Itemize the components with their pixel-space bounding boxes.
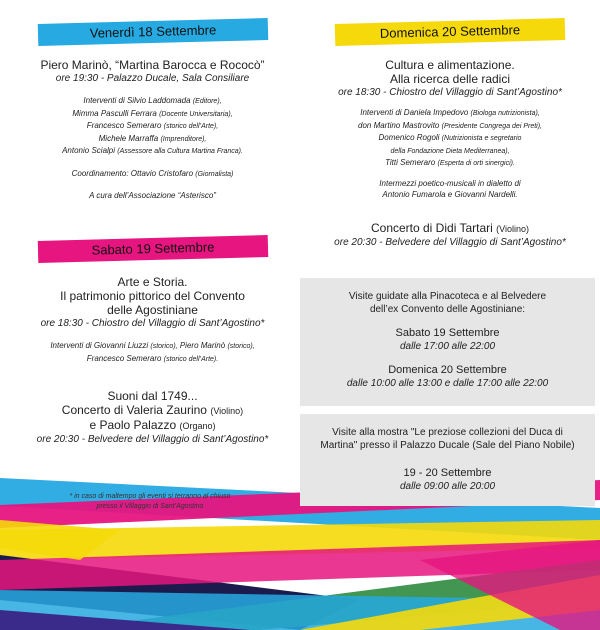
saturday-event2-line3: e Paolo Palazzo (Organo) <box>89 418 216 432</box>
visits-line2: dell’ex Convento delle Agostiniane: <box>369 304 526 315</box>
visits-day2: Domenica 20 Settembre <box>388 364 507 376</box>
sunday-interlude-1: Intermezzi poetico-musicali in dialetto di <box>379 178 521 188</box>
exhibit-dates: 19 - 20 Settembre <box>403 467 492 479</box>
saturday-program <box>10 275 295 446</box>
sunday-event1-line2: Alla ricerca delle radici <box>389 72 511 86</box>
sunday-event1-time: ore 18:30 - Chiostro del Villaggio di Sant’Agostino* <box>338 87 562 98</box>
sunday-event2-time: ore 20:30 - Belvedere del Villaggio di Sant’Agostino* <box>334 236 566 248</box>
saturday-event2-line2: Concerto di Valeria Zaurino (Violino) <box>61 403 244 417</box>
visits-day1: Sabato 19 Settembre <box>395 327 500 339</box>
friday-program <box>10 58 295 202</box>
saturday-event1-time: ore 18:30 - Chiostro del Villaggio di Sant’Agostino* <box>40 318 265 329</box>
saturday-event1-speakers-2: Francesco Semeraro (storico dell’Arte). <box>86 353 219 363</box>
visits-day2-time: dalle 10:00 alle 13:00 e dalle 17:00 alle 22:00 <box>346 378 549 389</box>
saturday-event2-time: ore 20:30 - Belvedere del Villaggio di Sant’Agostino* <box>36 434 269 445</box>
friday-time: ore 19:30 - Palazzo Ducale, Sala Consiliare <box>55 73 250 84</box>
weather-note: * in caso di maltempo gli eventi si terranno al chiuso presso il Villaggio di Sant’Agostino <box>69 493 231 510</box>
guided-visits-box <box>300 278 595 406</box>
friday-coordination: Coordinamento: Ottavio Cristofaro (Giornalista) <box>71 168 234 178</box>
sunday-speakers-4: Titti Semeraro (Esperta di orti sinergici). <box>385 158 515 167</box>
saturday-event2-line1: Suoni dal 1749... <box>107 389 198 403</box>
exhibit-line2: Martina" presso il Palazzo Ducale (Sale del Piano Nobile) <box>320 440 575 451</box>
friday-organizer: A cura dell’Associazione “Asterisco” <box>89 191 216 200</box>
saturday-event1-line1: Arte e Storia. <box>117 275 188 289</box>
friday-speakers-4: Michele Marraffa (Imprenditore), <box>98 133 207 143</box>
sunday-speakers-2: don Martino Mastrovito (Presidente Congrega dei Preti), <box>358 120 542 130</box>
friday-header: Venerdì 18 Settembre <box>38 18 268 46</box>
exhibition-box <box>300 414 595 506</box>
sunday-event1-line1: Cultura e alimentazione. <box>385 58 515 72</box>
exhibit-time: dalle 09:00 alle 20:00 <box>399 481 496 492</box>
sunday-speakers-3: Domenico Rogoli (Nutrizionista e segretario <box>378 133 522 142</box>
sunday-program <box>300 58 600 249</box>
saturday-header: Sabato 19 Settembre <box>38 235 268 263</box>
sunday-interlude-2: Antonio Fumarola e Giovanni Nardelli. <box>382 190 518 199</box>
friday-speakers-3: Francesco Semeraro (storico dell’Arte), <box>86 121 219 130</box>
friday-speakers-1: Interventi di Silvio Laddomada (Editore), <box>83 96 222 105</box>
saturday-event1-line2: Il patrimonio pittorico del Convento <box>60 289 245 303</box>
visits-line1: Visite guidate alla Pinacoteca e al Belvedere <box>348 291 547 302</box>
visits-day1-time: dalle 17:00 alle 22:00 <box>399 341 496 352</box>
sunday-event2-title: Concerto di Didi Tartari (Violino) <box>370 220 530 235</box>
saturday-event1-speakers-1: Interventi di Giovanni Liuzzi (storico), Piero Marinò (storico), <box>50 341 255 350</box>
friday-speakers-2: Mimma Pasculli Ferrara (Docente Universitaria), <box>72 108 233 118</box>
sunday-header: Domenica 20 Settembre <box>335 18 565 46</box>
sunday-speakers-1: Interventi di Daniela Impedovo (Biologa nutrizionista), <box>360 108 540 117</box>
friday-speakers-5: Antonio Scialpi (Assessore alla Cultura Martina Franca). <box>62 146 243 155</box>
friday-title: Piero Marinò, “Martina Barocca e Rococò” <box>40 58 265 72</box>
saturday-event1-line3: delle Agostiniane <box>107 303 198 317</box>
exhibit-line1: Visite alla mostra "Le preziose collezioni del Duca di <box>332 427 563 438</box>
sunday-speakers-3b: della Fondazione Dieta Mediterranea), <box>390 147 510 155</box>
